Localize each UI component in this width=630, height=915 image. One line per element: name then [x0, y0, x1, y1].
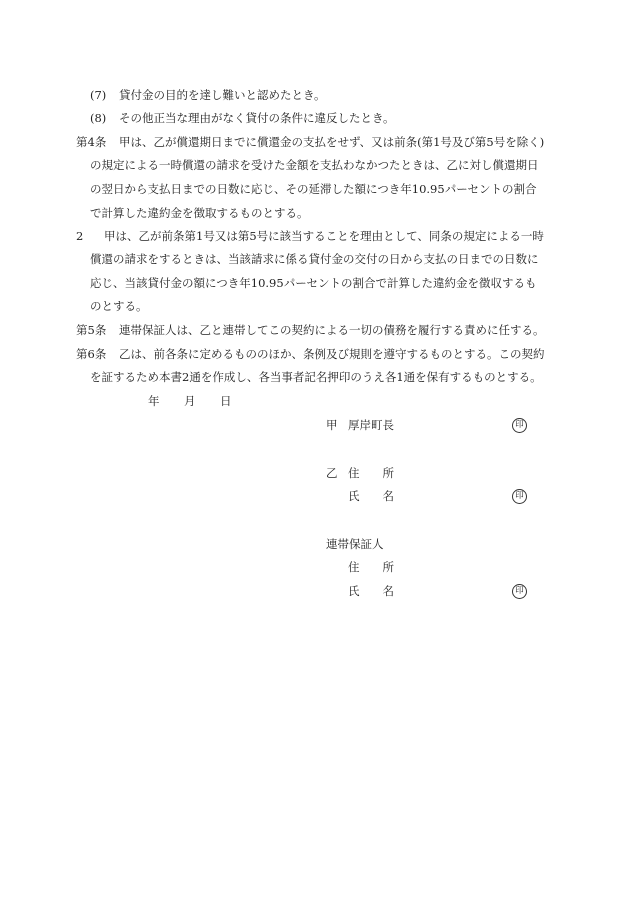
article-4-para-2-line-1: 甲は、乙が前条第1号又は第5号に該当することを理由として、同条の規定による一時 [104, 229, 544, 243]
item-7-text: 貸付金の目的を達し難いと認めたとき。 [119, 88, 326, 102]
article-6-heading: 第6条 [76, 347, 107, 361]
article-6-line-2: を証するため本書2通を作成し、各当事者記名押印のうえ各1通を保有するものとする。 [90, 370, 542, 384]
party-b-name-label: 氏 名 [348, 489, 394, 503]
article-5-text: 連帯保証人は、乙と連帯してこの契約による一切の債務を履行する責めに任する。 [119, 323, 545, 337]
party-a-label: 甲 [326, 418, 338, 432]
party-b-address-label: 住 所 [348, 466, 394, 480]
article-5-heading: 第5条 [76, 323, 107, 337]
item-7-number: (7) [90, 88, 107, 102]
article-4-para-2-line-4: のとする。 [90, 299, 148, 313]
party-b-label: 乙 [326, 466, 338, 480]
article-4-para-2-line-2: 償還の請求をするときは、当該請求に係る貸付金の交付の日から支払の日までの日数に [90, 252, 539, 266]
article-6-line-1: 乙は、前各条に定めるもののほか、条例及び規則を遵守するものとする。この契約 [119, 347, 545, 361]
article-4-line-1: 甲は、乙が償還期日までに償還金の支払をせず、又は前条(第1号及び第5号を除く) [119, 135, 545, 149]
guarantor-label: 連帯保証人 [326, 537, 384, 551]
article-4-para-2-number: 2 [76, 229, 84, 243]
item-8-text: その他正当な理由がなく貸付の条件に違反したとき。 [119, 111, 395, 125]
article-4-line-3: の翌日から支払日までの日数に応じ、その延滞した額につき年10.95パーセントの割合 [90, 182, 537, 196]
date-year: 年 [148, 394, 160, 408]
party-a-name: 厚岸町長 [348, 418, 394, 432]
guarantor-name-label: 氏 名 [348, 584, 394, 598]
seal-mark-guarantor: 印 [512, 584, 527, 599]
seal-mark-party-b: 印 [512, 489, 527, 504]
article-4-para-2-line-3: 応じ、当該貸付金の額につき年10.95パーセントの割合で計算した違約金を徴収するも [90, 276, 537, 290]
article-4-line-4: で計算した違約金を徴取するものとする。 [90, 206, 309, 220]
article-4-line-2: の規定による一時償還の請求を受けた金額を支払わなかつたときは、乙に対し償還期日 [90, 158, 539, 172]
date-day: 日 [220, 394, 232, 408]
seal-mark-party-a: 印 [512, 418, 527, 433]
article-4-heading: 第4条 [76, 135, 107, 149]
date-month: 月 [184, 394, 196, 408]
guarantor-address-label: 住 所 [348, 560, 394, 574]
item-8-number: (8) [90, 111, 107, 125]
